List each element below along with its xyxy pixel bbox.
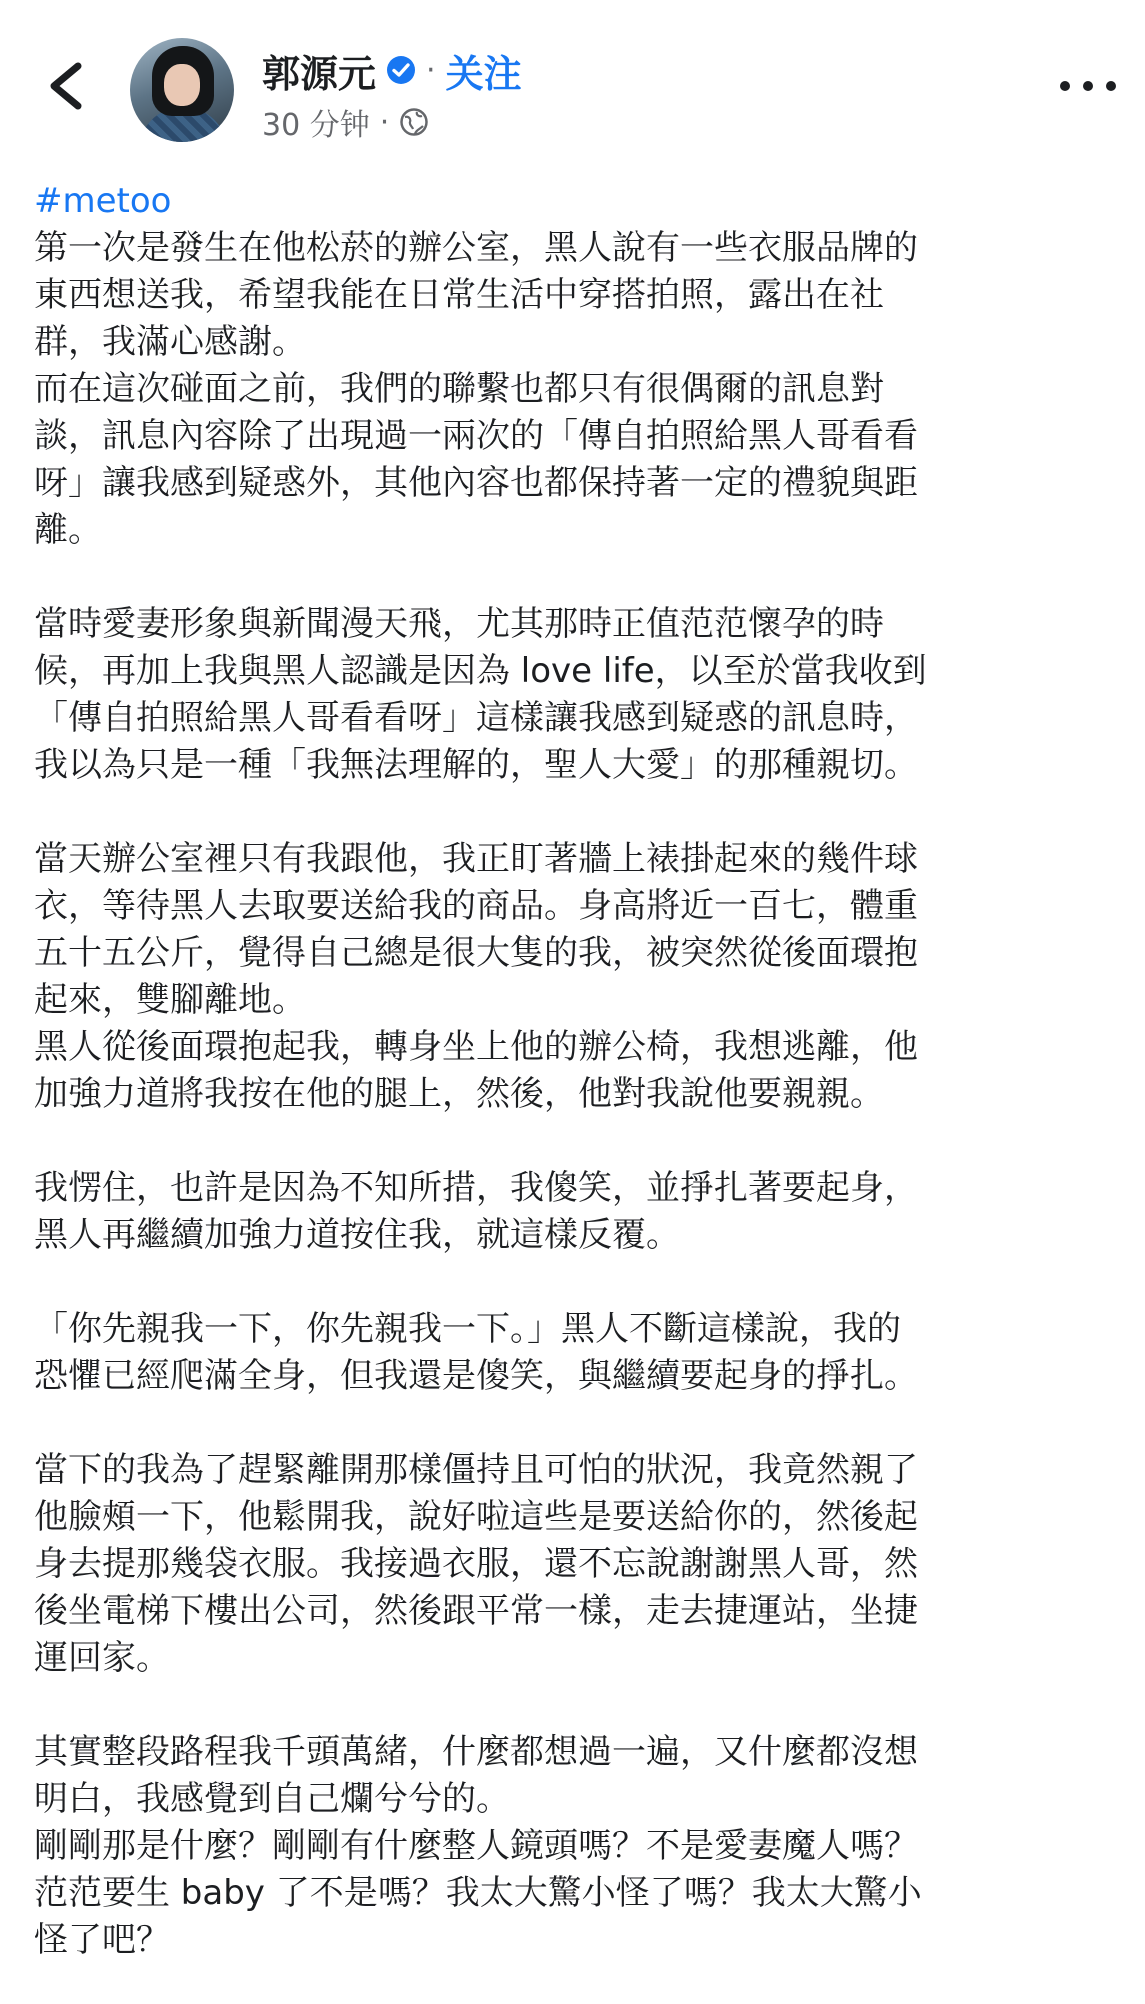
- post-text-line: 談，訊息內容除了出現過一兩次的「傳自拍照給黑人哥看看: [34, 416, 918, 456]
- post-text-line: 起來，雙腳離地。: [34, 980, 306, 1020]
- post-paragraph: [34, 1306, 1124, 1400]
- follow-button[interactable]: 关注: [445, 51, 522, 96]
- post-text-line: 運回家。: [34, 1638, 170, 1678]
- avatar[interactable]: [130, 38, 234, 142]
- post-text-line: 我以為只是一種「我無法理解的，聖人大愛」的那種親切。: [34, 745, 918, 785]
- post-paragraph: [34, 1729, 1124, 1964]
- post-text-line: 五十五公斤，覺得自己總是很大隻的我，被突然從後面環抱: [34, 933, 918, 973]
- post-text-line: 候，再加上我與黑人認識是因為 love life，以至於當我收到: [34, 651, 927, 691]
- post-time[interactable]: 30 分钟: [262, 108, 370, 143]
- post-paragraphs: [34, 225, 1124, 1964]
- post-text-line: 東西想送我，希望我能在日常生活中穿搭拍照，露出在社: [34, 275, 884, 315]
- post-paragraph: [34, 1165, 1124, 1259]
- post-text-line: 群，我滿心感謝。: [34, 322, 306, 362]
- post-text-line: 「傳自拍照給黑人哥看看呀」這樣讓我感到疑惑的訊息時，: [34, 698, 918, 738]
- post-paragraph: [34, 1447, 1124, 1682]
- paragraph-gap: [34, 789, 1124, 836]
- post-text-line: 加強力道將我按在他的腿上，然後，他對我說他要親親。: [34, 1074, 884, 1114]
- verified-badge-icon: [386, 55, 416, 85]
- hashtag-link[interactable]: #metoo: [34, 181, 172, 221]
- post-text-line: 而在這次碰面之前，我們的聯繫也都只有很偶爾的訊息對: [34, 369, 884, 409]
- post-text-line: 衣，等待黑人去取要送給我的商品。身高將近一百七，體重: [34, 886, 918, 926]
- post-header: [0, 0, 1145, 170]
- paragraph-gap: [34, 1118, 1124, 1165]
- post-text-line: 黑人再繼續加強力道按住我，就這樣反覆。: [34, 1215, 680, 1255]
- post-paragraph: [34, 836, 1124, 1118]
- post-paragraph: [34, 601, 1124, 789]
- post-text-line: 其實整段路程我千頭萬緒，什麼都想過一遍，又什麼都沒想: [34, 1732, 918, 1772]
- chevron-left-icon: [44, 58, 88, 114]
- post-paragraph: [34, 225, 1124, 554]
- author-name[interactable]: 郭源元: [262, 51, 377, 96]
- author-row: [262, 40, 522, 100]
- post-text-line: 恐懼已經爬滿全身，但我還是傻笑，與繼續要起身的掙扎。: [34, 1356, 918, 1396]
- post-text-line: 身去提那幾袋衣服。我接過衣服，還不忘說謝謝黑人哥，然: [34, 1544, 918, 1584]
- more-options-button[interactable]: [1060, 74, 1116, 98]
- post-text-line: 怪了吧？: [34, 1920, 170, 1960]
- post-meta: [262, 100, 429, 144]
- post-body: [34, 178, 1124, 1964]
- paragraph-gap: [34, 1259, 1124, 1306]
- post-text-line: 呀」讓我感到疑惑外，其他內容也都保持著一定的禮貌與距: [34, 463, 918, 503]
- post-text-line: 我愣住，也許是因為不知所措，我傻笑，並掙扎著要起身，: [34, 1168, 918, 1208]
- post-text-line: 當下的我為了趕緊離開那樣僵持且可怕的狀況，我竟然親了: [34, 1450, 918, 1490]
- paragraph-gap: [34, 554, 1124, 601]
- post-text-line: 離。: [34, 510, 102, 550]
- post-text-line: 他臉頰一下，他鬆開我，說好啦這些是要送給你的，然後起: [34, 1497, 918, 1537]
- post-text-line: 「你先親我一下，你先親我一下。」黑人不斷這樣說，我的: [34, 1309, 901, 1349]
- paragraph-gap: [34, 1682, 1124, 1729]
- post-text-line: 當時愛妻形象與新聞漫天飛，尤其那時正值范范懷孕的時: [34, 604, 884, 644]
- paragraph-gap: [34, 1400, 1124, 1447]
- post-text-line: 當天辦公室裡只有我跟他，我正盯著牆上裱掛起來的幾件球: [34, 839, 918, 879]
- globe-icon: [399, 107, 429, 137]
- post-text-line: 第一次是發生在他松菸的辦公室，黑人說有一些衣服品牌的: [34, 228, 918, 268]
- post-text-line: 剛剛那是什麼？剛剛有什麼整人鏡頭嗎？不是愛妻魔人嗎？: [34, 1826, 918, 1866]
- post-text-line: 明白，我感覺到自己爛兮兮的。: [34, 1779, 510, 1819]
- post-text-line: 後坐電梯下樓出公司，然後跟平常一樣，走去捷運站，坐捷: [34, 1591, 918, 1631]
- post-text-line: 黑人從後面環抱起我，轉身坐上他的辦公椅，我想逃離，他: [34, 1027, 918, 1067]
- time-separator: ·: [379, 104, 390, 140]
- back-button[interactable]: [44, 58, 88, 114]
- separator-dot: ·: [426, 52, 436, 88]
- post-text-line: 范范要生 baby 了不是嗎？我太大驚小怪了嗎？我太大驚小: [34, 1873, 922, 1913]
- more-dots-icon: [1060, 81, 1070, 91]
